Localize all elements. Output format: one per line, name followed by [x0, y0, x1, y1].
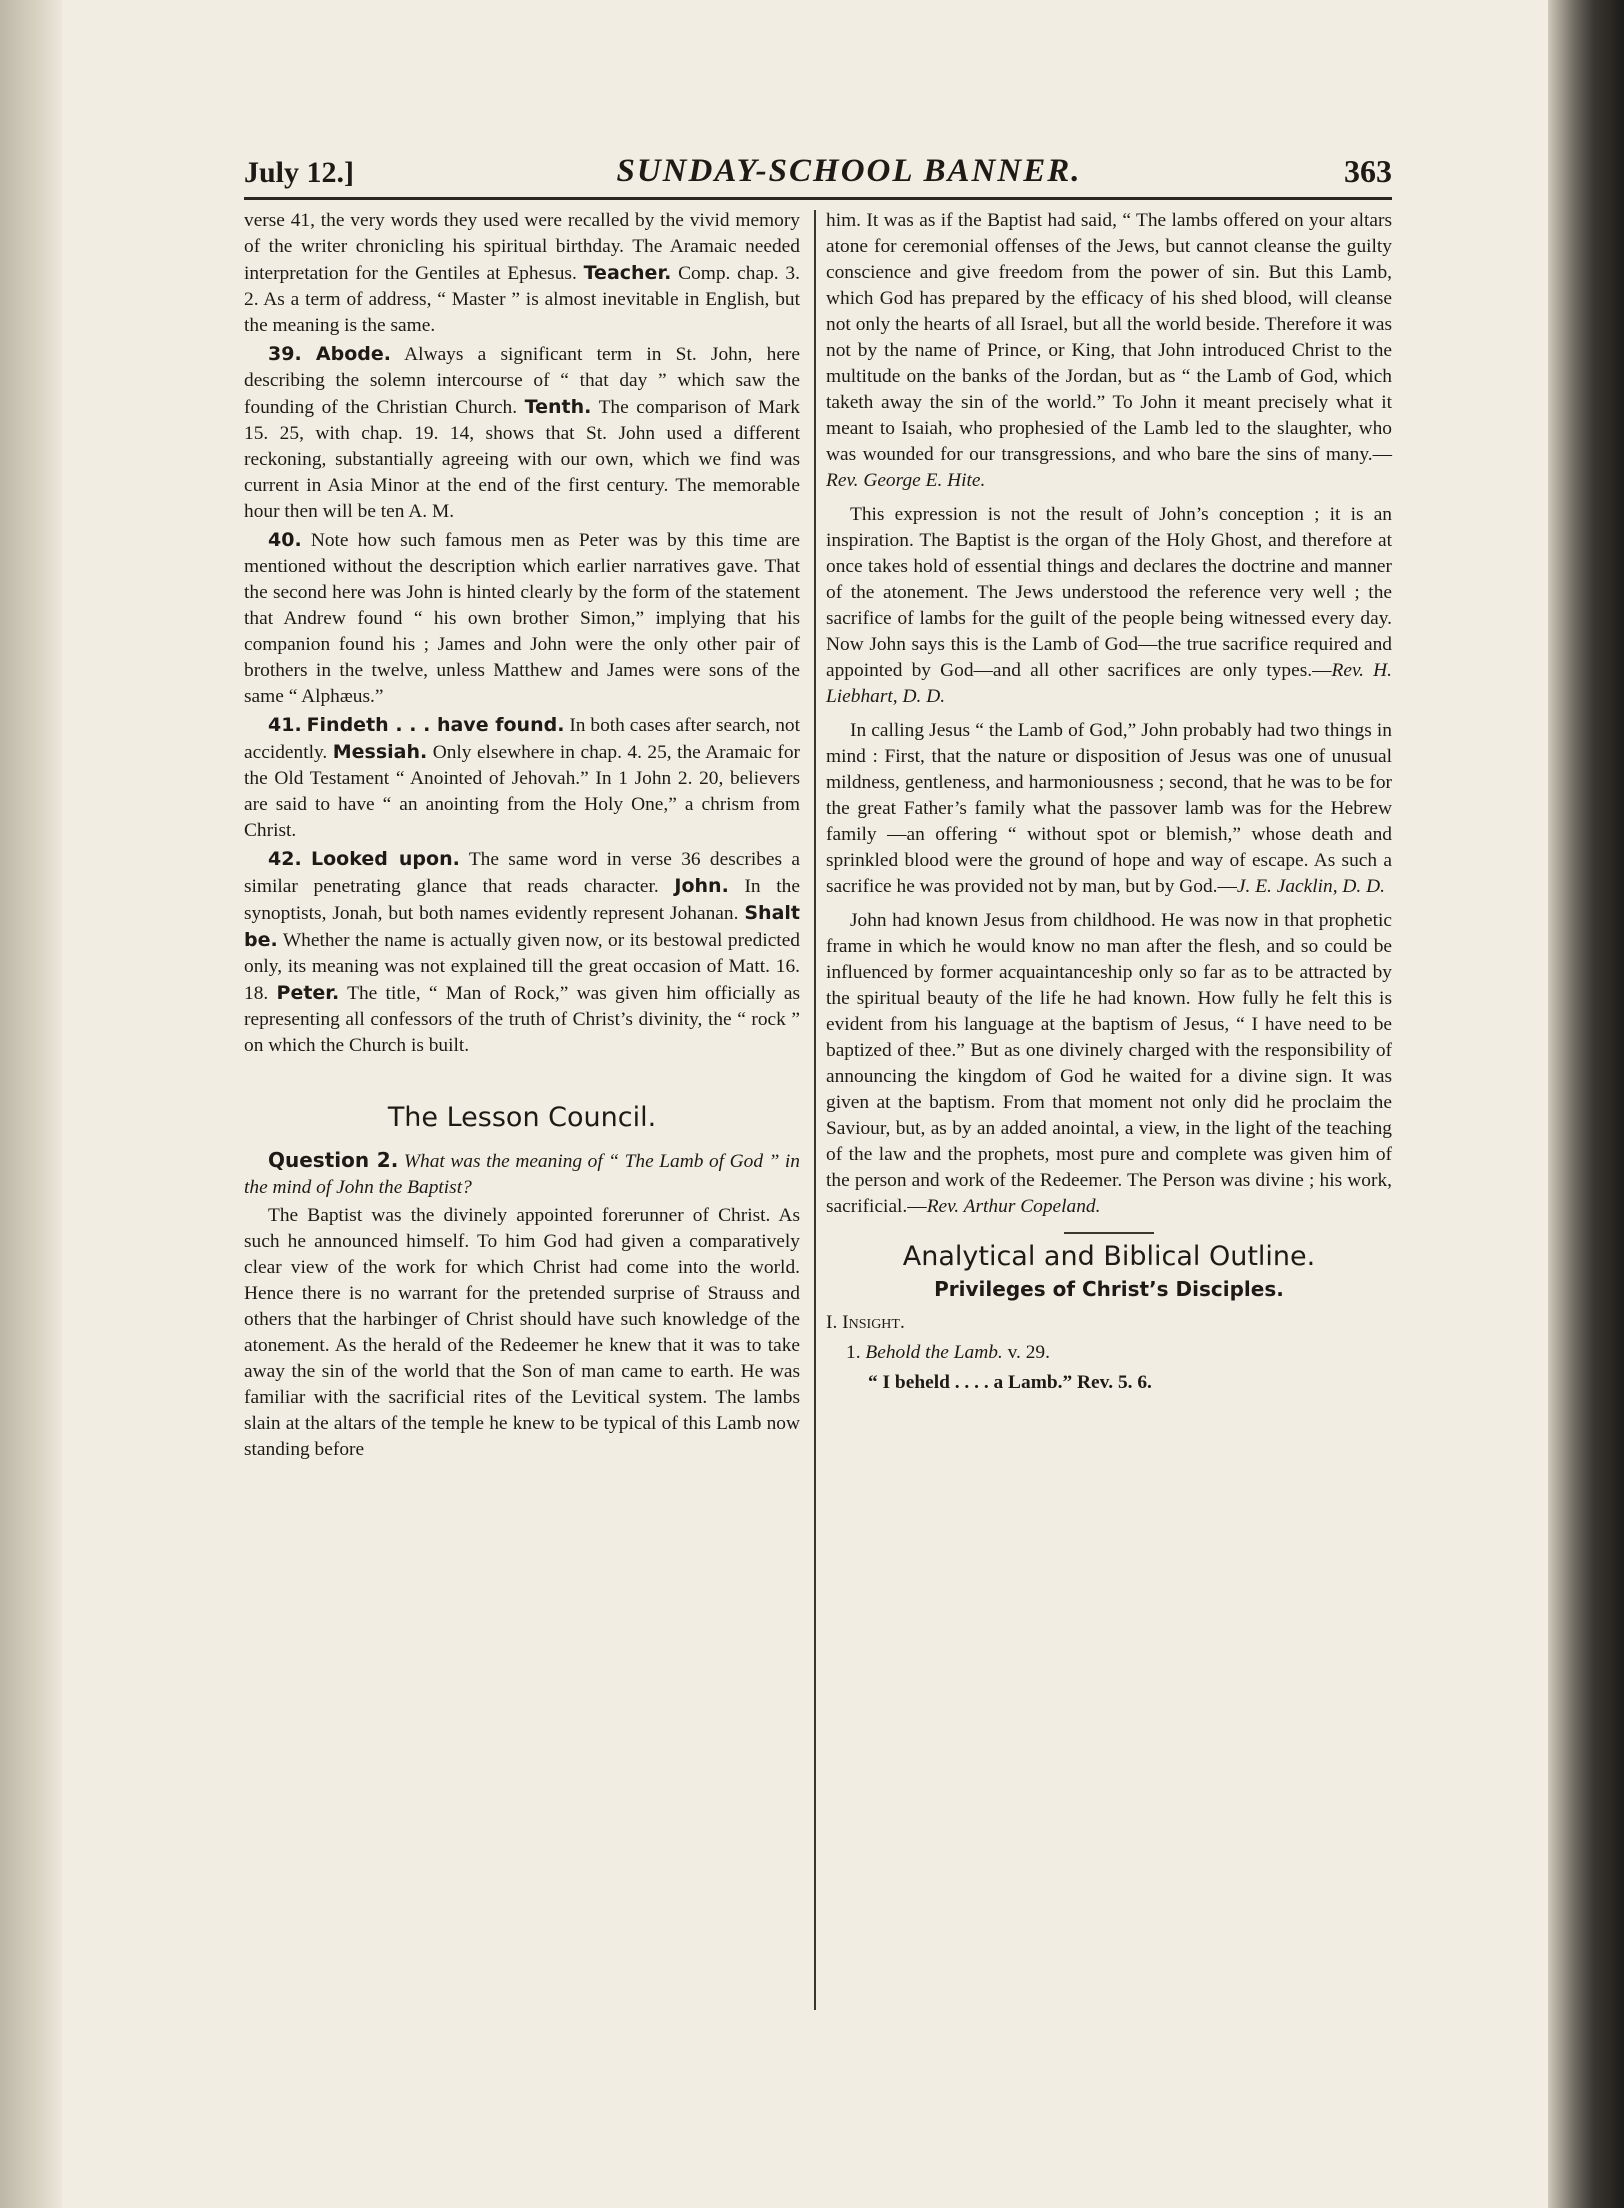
- column-divider: [814, 210, 816, 2010]
- header-date: July 12.]: [244, 156, 355, 189]
- keyword: Tenth.: [524, 396, 592, 418]
- answer-paragraph: In calling Jesus “ the Lamb of God,” John probably had two things in mind : First, that the nature or disposition of Jesus was one of unusual mildness, gentleness, and harmoniousness ; second, that he was to be for the great Father’s family what the passover lamb was for the Hebrew family —an offering “ without spot or blemish,” whose death and sprinkled blood were the ground of hope and way of escape. As such a sacrifice he was provided not by man, but by God.—J. E. Jacklin, D. D.: [826, 720, 1392, 897]
- commentary-verse-39: 39. Abode. Always a significant term in St. John, here describing the solemn intercourse of “ that day ” which saw the founding of the Christian Church. Tenth. The comparison of Mark 15. 25, with chap. 19. 14, shows that St. John used a different reckoning, substantially agreeing with our own, which we find was current in Asia Minor at the end of the first century. The memorable hour then will be ten A. M.: [244, 343, 801, 522]
- outline-subheading: Privileges of Christ’s Disciples.: [934, 1277, 1284, 1301]
- question-text: What was the meaning of “ The Lamb of God ” in the mind of John the Baptist?: [244, 1151, 800, 1198]
- right-column: [826, 208, 1392, 1398]
- keyword: Messiah.: [332, 741, 428, 763]
- keyword: Abode.: [315, 343, 391, 365]
- verse-number: 42.: [268, 848, 302, 870]
- outline-heading: Analytical and Biblical Outline.: [902, 1241, 1316, 1272]
- answer-paragraph: him. It was as if the Baptist had said, “ The lambs offered on your altars atone for ceremonial offenses of the Jews, but cannot cleanse the guilty conscience and give freedom from the power of sin. But this Lamb, which God has prepared by the efficacy of his shed blood, will cleanse not only the hearts of all Israel, but all the world beside. Therefore it was not by the name of Prince, or King, that John introduced Christ to the multitude on the banks of the Jordan, but as “ the Lamb of God, which taketh away the sin of the world.” To John it meant precisely what it meant to Isaiah, who prophesied of the Lamb led to the slaughter, who was wounded for our transgressions, and who bare the sins of many.—Rev. George E. Hite.: [826, 210, 1392, 491]
- keyword: Looked upon.: [311, 848, 460, 870]
- verse-number: 39.: [268, 343, 302, 365]
- outline-subnumeral: 1.: [846, 1342, 861, 1363]
- outline-subitem: [826, 1338, 1392, 1368]
- answer-paragraph: This expression is not the result of John’s conception ; it is an inspiration. The Baptist is the organ of the Holy Ghost, and therefore at once takes hold of essential things and declares the doctrine and manner of the atonement. The Jews understood the reference very well ; the sacrifice of lambs for the guilt of the people being witnessed every day. Now John says this is the Lamb of God—the true sacrifice required and appointed by God—and all other sacrifices are only types.—Rev. H. Liebhart, D. D.: [826, 504, 1392, 707]
- keyword: Shalt be.: [244, 902, 800, 951]
- question-2: [244, 1147, 800, 1201]
- outline-subtext: Behold the Lamb.: [865, 1342, 1003, 1363]
- page-number: 363: [1343, 153, 1392, 189]
- outline-numeral: I.: [826, 1312, 838, 1333]
- answer-author: Rev. H. Liebhart, D. D.: [826, 660, 1392, 707]
- commentary-verse-40: 40. Note how such famous men as Peter was by this time are mentioned without the description which earlier narratives gave. That the second here was John is hinted clearly by the form of the statement that Andrew found “ his own brother Simon,” implying that his companion found his ; James and John were the only other pair of brothers in the twelve, unless Matthew and James were sons of the same “ Alphæus.”: [244, 529, 800, 707]
- outline-item: [826, 1308, 1392, 1338]
- commentary-paragraph: verse 41, the very words they used were recalled by the vivid memory of the writer chronicling his spiritual birthday. The Aramaic needed interpretation for the Gentiles at Ephesus. Teacher. Comp. chap. 3. 2. As a term of address, “ Master ” is almost inevitable in English, but the meaning is the same.: [244, 210, 800, 336]
- keyword: John.: [674, 875, 729, 897]
- page-binding-right: [1548, 0, 1624, 2208]
- page-binding-left: [0, 0, 62, 2208]
- outline-label: Insight.: [842, 1312, 905, 1333]
- question-label: Question 2.: [268, 1148, 399, 1172]
- verse-number: 40.: [268, 529, 302, 551]
- outline-reference: v. 29.: [1007, 1342, 1050, 1363]
- answer-paragraph: The Baptist was the divinely appointed forerunner of Christ. As such he announced himself. To him God had given a comparatively clear view of the work for which Christ had come into the world. Hence there is no warrant for the pretended surprise of Strauss and others that the harbinger of Christ should have such knowledge of the atonement. As the herald of the Redeemer he knew that it was to take away the sin of the world that the Son of man came to earth. He was familiar with the sacrificial rites of the Levitical system. The lambs slain at the altars of the temple he knew to be typical of this Lamb now standing before: [244, 1205, 800, 1460]
- section-rule: [1064, 1232, 1154, 1234]
- commentary-verse-42: 42. Looked upon. The same word in verse 36 describes a similar penetrating glance that reads character. John. In the synoptists, Jonah, but both names evidently represent Johanan. Shalt be. Whether the name is actually given now, or its bestowal predicted only, its meaning was not explained till the great occasion of Matt. 16. 18. Peter. The title, “ Man of Rock,” was given him officially as representing all confessors of the truth of Christ’s divinity, the “ rock ” on which the Church is built.: [244, 848, 801, 1056]
- keyword: Peter.: [276, 982, 340, 1004]
- lesson-council-heading: The Lesson Council.: [387, 1102, 657, 1133]
- header-publication-title: SUNDAY-SCHOOL BANNER.: [616, 153, 1082, 189]
- answer-author: Rev. George E. Hite.: [826, 470, 986, 491]
- answer-paragraph: John had known Jesus from childhood. He was now in that prophetic frame in which he would know no man after the flesh, and so could be influenced by former acquaintanceship only so far as to be attracted by the spiritual beauty of the life he had known. How fully he felt this is evident from his language at the baptism of Jesus, “ I have need to be baptized of thee.” But as one divinely charged with the responsibility of announcing the kingdom of God he waited for a divine sign. It was given at the baptism. From that moment not only did he proclaim the Saviour, but, as by an added anointal, a view, in the light of the teaching of the law and the prophets, most pure and complete was given him of the person and work of the Redeemer. The Person was divine ; his work, sacrificial.—Rev. Arthur Copeland.: [826, 910, 1392, 1217]
- outline-quote: “ I beheld . . . . a Lamb.” Rev. 5. 6.: [868, 1372, 1152, 1393]
- answer-author: Rev. Arthur Copeland.: [926, 1196, 1101, 1217]
- keyword: Teacher.: [583, 262, 672, 284]
- header-rule: [244, 197, 1392, 200]
- running-header: [244, 140, 1392, 190]
- verse-number: 41.: [268, 714, 302, 736]
- keyword: Findeth . . . have found.: [306, 714, 565, 736]
- commentary-verse-41: 41. Findeth . . . have found. In both cases after search, not accidently. Messiah. Only elsewhere in chap. 4. 25, the Aramaic for the Old Testament “ Anointed of Jehovah.” In 1 John 2. 20, believers are said to have “ an anointing from the Holy One,” a chrism from Christ.: [244, 714, 800, 841]
- left-column: [244, 208, 800, 1463]
- answer-author: J. E. Jacklin, D. D.: [1236, 876, 1385, 897]
